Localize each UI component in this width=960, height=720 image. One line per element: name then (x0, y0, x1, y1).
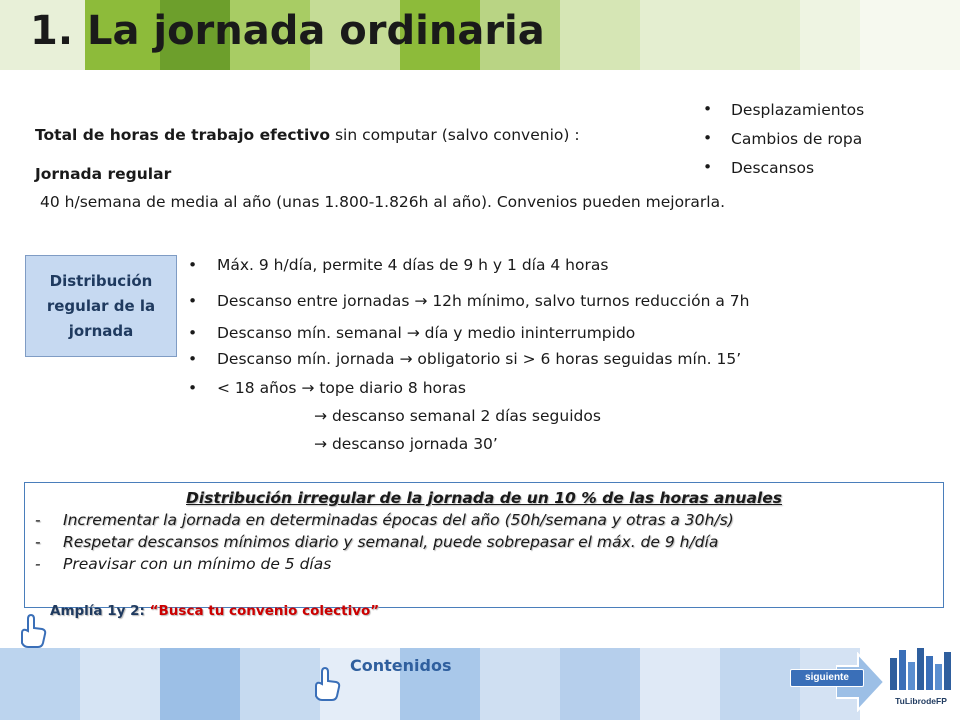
rules-list (188, 256, 928, 463)
right-arrow-icon: → (314, 435, 327, 453)
bullet-icon: • (188, 350, 198, 368)
list-item: - Preavisar con un mínimo de 5 días (35, 555, 332, 573)
right-arrow-icon: → (301, 379, 315, 397)
right-arrow-icon: → (414, 292, 428, 310)
intro-lead-bold: Total de horas de trabajo efectivo (35, 126, 331, 144)
intro-lead-rest: sin computar (salvo convenio) : (330, 126, 580, 144)
list-item: • Máx. 9 h/día, permite 4 días de 9 h y 1 día 4 horas (188, 256, 609, 274)
list-item: • Cambios de ropa (703, 125, 864, 154)
bullet-icon: • (188, 379, 198, 397)
bullet-icon: • (188, 324, 198, 342)
list-item: → descanso jornada 30’ (314, 435, 498, 453)
list-item: - Incrementar la jornada en determinadas épocas del año (50h/semana y otras a 30h/s) (35, 511, 734, 529)
bars-logo-icon (886, 644, 956, 692)
regular-text: 40 h/semana de media al año (unas 1.800-1.826h al año). Convenios pueden mejorarla. (40, 193, 726, 211)
pointing-hand-icon (18, 613, 50, 651)
right-arrow-icon: → (314, 407, 327, 425)
list-item: • < 18 años → tope diario 8 horas (188, 379, 466, 397)
contents-label[interactable]: Contenidos (350, 656, 452, 675)
bullet-icon: • (703, 158, 713, 176)
irregular-distribution-box (24, 482, 944, 608)
list-item: • Descanso mín. semanal → día y medio ininterrumpido (188, 324, 636, 342)
list-item: → descanso semanal 2 días seguidos (314, 407, 601, 425)
exclusions-list (703, 96, 864, 183)
bullet-icon: • (188, 292, 198, 310)
extend-link-quote[interactable]: “Busca tu convenio colectivo” (149, 603, 380, 619)
irregular-heading: Distribución irregular de la jornada de un 10 % de las horas anuales (186, 489, 782, 507)
right-arrow-icon: → (406, 324, 420, 342)
list-item: • Descansos (703, 154, 864, 183)
distribution-regular-box (25, 255, 177, 357)
distribution-box-label: Distribución regular de la jornada (46, 271, 156, 340)
next-button[interactable]: siguiente (790, 669, 864, 687)
list-item: - Respetar descansos mínimos diario y semanal, puede sobrepasar el máx. de 9 h/día (35, 533, 719, 551)
list-item: • Desplazamientos (703, 96, 864, 125)
pointing-hand-icon (312, 666, 344, 704)
bullet-icon: • (703, 129, 713, 147)
bullet-icon: • (703, 100, 713, 118)
right-arrow-icon: → (399, 350, 413, 368)
extend-link-prefix: Amplía 1y 2: (50, 603, 150, 619)
intro-line (35, 126, 580, 144)
list-item: • Descanso entre jornadas → 12h mínimo, salvo turnos reducción a 7h (188, 292, 750, 310)
page-title: 1. La jornada ordinaria (30, 8, 545, 54)
regular-heading: Jornada regular (35, 165, 172, 183)
list-item: • Descanso mín. jornada → obligatorio si > 6 horas seguidas mín. 15’ (188, 350, 742, 368)
bullet-icon: • (188, 256, 198, 274)
logo-text: TuLibrodeFP (895, 696, 947, 706)
logo (886, 644, 956, 716)
